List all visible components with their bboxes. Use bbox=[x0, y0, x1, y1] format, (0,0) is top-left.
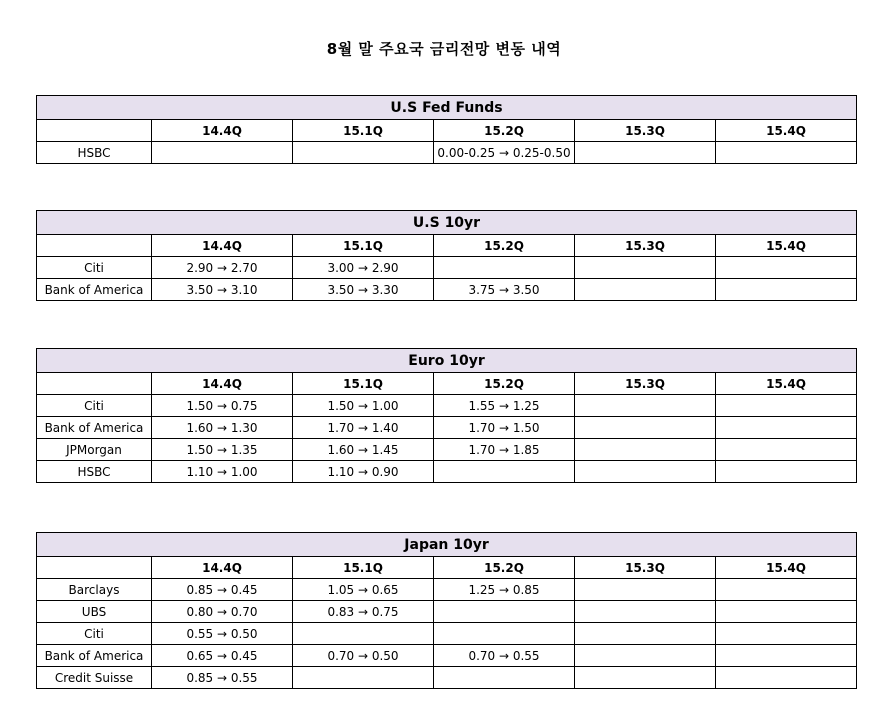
forecast-cell: 1.70 → 1.50 bbox=[434, 417, 575, 439]
forecast-cell bbox=[575, 461, 716, 483]
rate-table bbox=[36, 532, 857, 689]
forecast-cell: 0.70 → 0.50 bbox=[293, 645, 434, 667]
header-blank-cell bbox=[37, 373, 152, 395]
forecast-cell bbox=[716, 395, 857, 417]
table-row bbox=[37, 439, 857, 461]
forecast-cell bbox=[575, 645, 716, 667]
forecast-cell: 3.00 → 2.90 bbox=[293, 257, 434, 279]
bank-name-cell: Barclays bbox=[37, 579, 152, 601]
column-header: 15.3Q bbox=[575, 235, 716, 257]
forecast-cell: 1.70 → 1.40 bbox=[293, 417, 434, 439]
forecast-cell bbox=[575, 142, 716, 164]
forecast-cell bbox=[716, 417, 857, 439]
forecast-cell: 1.25 → 0.85 bbox=[434, 579, 575, 601]
forecast-cell bbox=[716, 142, 857, 164]
forecast-cell: 3.50 → 3.30 bbox=[293, 279, 434, 301]
forecast-cell: 0.55 → 0.50 bbox=[152, 623, 293, 645]
table-row bbox=[37, 461, 857, 483]
column-header: 14.4Q bbox=[152, 373, 293, 395]
forecast-cell: 3.50 → 3.10 bbox=[152, 279, 293, 301]
forecast-cell bbox=[575, 667, 716, 689]
column-header: 14.4Q bbox=[152, 235, 293, 257]
column-header: 14.4Q bbox=[152, 120, 293, 142]
table-title: Japan 10yr bbox=[37, 533, 857, 557]
forecast-cell: 1.60 → 1.30 bbox=[152, 417, 293, 439]
forecast-cell: 1.70 → 1.85 bbox=[434, 439, 575, 461]
forecast-cell: 0.70 → 0.55 bbox=[434, 645, 575, 667]
bank-name-cell: Citi bbox=[37, 257, 152, 279]
column-header: 15.1Q bbox=[293, 120, 434, 142]
header-blank-cell bbox=[37, 235, 152, 257]
header-blank-cell bbox=[37, 120, 152, 142]
bank-name-cell: Citi bbox=[37, 395, 152, 417]
table-row bbox=[37, 142, 857, 164]
column-header: 15.2Q bbox=[434, 557, 575, 579]
column-header: 15.2Q bbox=[434, 120, 575, 142]
rate-table bbox=[36, 348, 857, 483]
forecast-cell bbox=[575, 601, 716, 623]
forecast-cell: 2.90 → 2.70 bbox=[152, 257, 293, 279]
rate-table bbox=[36, 210, 857, 301]
bank-name-cell: UBS bbox=[37, 601, 152, 623]
column-header: 14.4Q bbox=[152, 557, 293, 579]
forecast-cell bbox=[434, 461, 575, 483]
forecast-cell: 0.80 → 0.70 bbox=[152, 601, 293, 623]
column-header: 15.1Q bbox=[293, 235, 434, 257]
column-header: 15.3Q bbox=[575, 373, 716, 395]
forecast-cell: 1.60 → 1.45 bbox=[293, 439, 434, 461]
bank-name-cell: Bank of America bbox=[37, 417, 152, 439]
forecast-cell: 1.50 → 1.35 bbox=[152, 439, 293, 461]
forecast-cell: 1.05 → 0.65 bbox=[293, 579, 434, 601]
table-row bbox=[37, 667, 857, 689]
forecast-cell: 1.55 → 1.25 bbox=[434, 395, 575, 417]
table-row bbox=[37, 623, 857, 645]
column-header: 15.4Q bbox=[716, 557, 857, 579]
column-header: 15.4Q bbox=[716, 120, 857, 142]
forecast-cell: 1.50 → 1.00 bbox=[293, 395, 434, 417]
forecast-cell bbox=[575, 279, 716, 301]
forecast-cell bbox=[575, 623, 716, 645]
forecast-cell bbox=[434, 601, 575, 623]
forecast-cell bbox=[716, 667, 857, 689]
forecast-cell: 1.10 → 1.00 bbox=[152, 461, 293, 483]
column-header: 15.3Q bbox=[575, 120, 716, 142]
page-title: 8월 말 주요국 금리전망 변동 내역 bbox=[326, 40, 562, 58]
bank-name-cell: JPMorgan bbox=[37, 439, 152, 461]
forecast-cell bbox=[434, 257, 575, 279]
forecast-cell bbox=[716, 461, 857, 483]
forecast-cell bbox=[716, 439, 857, 461]
forecast-cell bbox=[575, 257, 716, 279]
forecast-cell: 1.10 → 0.90 bbox=[293, 461, 434, 483]
forecast-cell bbox=[152, 142, 293, 164]
forecast-cell: 0.65 → 0.45 bbox=[152, 645, 293, 667]
table-title: U.S 10yr bbox=[37, 211, 857, 235]
bank-name-cell: Credit Suisse bbox=[37, 667, 152, 689]
table-row bbox=[37, 395, 857, 417]
forecast-cell bbox=[716, 279, 857, 301]
forecast-cell: 1.50 → 0.75 bbox=[152, 395, 293, 417]
forecast-cell: 3.75 → 3.50 bbox=[434, 279, 575, 301]
forecast-cell bbox=[293, 667, 434, 689]
forecast-cell bbox=[716, 257, 857, 279]
table-row bbox=[37, 279, 857, 301]
forecast-cell bbox=[434, 623, 575, 645]
forecast-cell: 0.83 → 0.75 bbox=[293, 601, 434, 623]
forecast-cell bbox=[293, 142, 434, 164]
forecast-cell bbox=[293, 623, 434, 645]
forecast-cell: 0.85 → 0.55 bbox=[152, 667, 293, 689]
column-header: 15.1Q bbox=[293, 557, 434, 579]
table-row bbox=[37, 645, 857, 667]
bank-name-cell: Citi bbox=[37, 623, 152, 645]
forecast-cell bbox=[716, 579, 857, 601]
forecast-cell bbox=[575, 579, 716, 601]
forecast-cell bbox=[575, 439, 716, 461]
forecast-cell: 0.00-0.25 → 0.25-0.50 bbox=[434, 142, 575, 164]
bank-name-cell: Bank of America bbox=[37, 279, 152, 301]
column-header: 15.4Q bbox=[716, 235, 857, 257]
table-row bbox=[37, 601, 857, 623]
forecast-cell bbox=[716, 623, 857, 645]
bank-name-cell: HSBC bbox=[37, 142, 152, 164]
forecast-cell bbox=[575, 395, 716, 417]
rate-table bbox=[36, 95, 857, 164]
forecast-cell: 0.85 → 0.45 bbox=[152, 579, 293, 601]
bank-name-cell: HSBC bbox=[37, 461, 152, 483]
column-header: 15.4Q bbox=[716, 373, 857, 395]
forecast-cell bbox=[716, 645, 857, 667]
header-blank-cell bbox=[37, 557, 152, 579]
table-row bbox=[37, 257, 857, 279]
column-header: 15.3Q bbox=[575, 557, 716, 579]
forecast-cell bbox=[575, 417, 716, 439]
table-title: Euro 10yr bbox=[37, 349, 857, 373]
bank-name-cell: Bank of America bbox=[37, 645, 152, 667]
table-row bbox=[37, 417, 857, 439]
table-title: U.S Fed Funds bbox=[37, 96, 857, 120]
column-header: 15.2Q bbox=[434, 373, 575, 395]
forecast-cell bbox=[716, 601, 857, 623]
column-header: 15.2Q bbox=[434, 235, 575, 257]
forecast-cell bbox=[434, 667, 575, 689]
column-header: 15.1Q bbox=[293, 373, 434, 395]
table-row bbox=[37, 579, 857, 601]
